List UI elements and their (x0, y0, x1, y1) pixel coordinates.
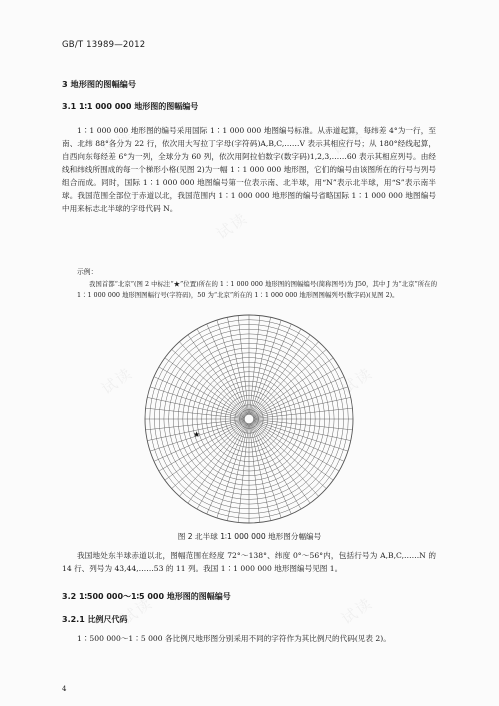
paragraph-numbering-rules: 1∶1 000 000 地形图的编号采用国际 1∶1 000 000 地图编号标准。从赤道起算，每纬差 4°为一行，至南、北纬 88°各分为 22 行，依次用大写拉丁字母(字符码)A,B,C,……V 表示其相应行号；从 180°经线起算，自西向东每经差 6°为一列，全球分为 60 列，依次用阿拉伯数字(数字码)1,2,3,……60 表示其相应列号。由经线和纬线所围成的每一个梯形小格(见图 2)为一幅 1∶1 000 000 地形图，它们的编号由该图所在的行号与列号组合而成。同时，国际 1∶1 000 000 地图编号第一位表示南、北半球，用“N”表示北半球，用“S”表示南半球。我国范围全部位于赤道以北，我国范围内 1∶1 000 000 地形图的编号省略国际 1∶1 000 000 地图编号中用来标志北半球的字母代码 N。 (62, 126, 436, 213)
example-label: 示例： (77, 268, 98, 276)
standard-header: GB/T 13989—2012 (62, 40, 146, 50)
meridian-line (146, 419, 245, 429)
watermark: 试读 (338, 363, 377, 399)
watermark: 试读 (328, 123, 367, 159)
section-3-2-1-title: 3.2.1 比例尺代码 (62, 615, 128, 624)
watermark: 试读 (98, 123, 137, 159)
meridian-line (254, 408, 353, 418)
meridian-line (238, 424, 248, 523)
section-3-1-title: 3.1 1∶1 000 000 地形图的图幅编号 (62, 102, 199, 111)
figure-caption: 图 2 北半球 1∶1 000 000 地形图分幅编号 (177, 532, 322, 541)
watermark: 试读 (338, 593, 377, 629)
watermark: 试读 (118, 593, 157, 629)
meridian-line (254, 419, 353, 429)
watermark: 试读 (213, 208, 252, 244)
page-number: 4 (62, 685, 67, 693)
meridian-line (249, 316, 259, 415)
meridian-line (238, 316, 248, 415)
beijing-star-marker: ★ (193, 430, 201, 439)
meridian-line (249, 424, 259, 523)
watermark: 试读 (98, 363, 137, 399)
section-3-title: 3 地形图的图幅编号 (62, 79, 137, 89)
paragraph-china-extent: 我国地处东半球赤道以北，图幅范围在经度 72°～138°、纬度 0°～56°内，包括行号为 A,B,C,……N 的 14 行、列号为 43,44,……53 的 11 列。我国 1∶1 000 000 地形图编号见图 1。 (62, 551, 436, 573)
example-text: 我国首都“北京”(图 2 中标注“★”位置)所在的 1∶1 000 000 地形图的图幅编号(简称图号)为 J50，其中 J 为“北京”所在的 1∶1 000 000 地形图图幅行号(字符码)，50 为“北京”所在的 1∶1 000 000 地形图图幅列号(数字码)(见图 2)。 (77, 280, 437, 299)
meridian-line (146, 408, 245, 418)
paragraph-scale-codes: 1∶500 000～1∶5 000 各比例尺地形图分别采用不同的字符作为其比例尺的代码(见表 2)。 (77, 634, 391, 643)
northern-hemisphere-grid-figure (141, 311, 357, 527)
section-3-2-title: 3.2 1∶500 000～1∶5 000 地形图的图幅编号 (62, 592, 231, 601)
latitude-ring (244, 414, 253, 423)
